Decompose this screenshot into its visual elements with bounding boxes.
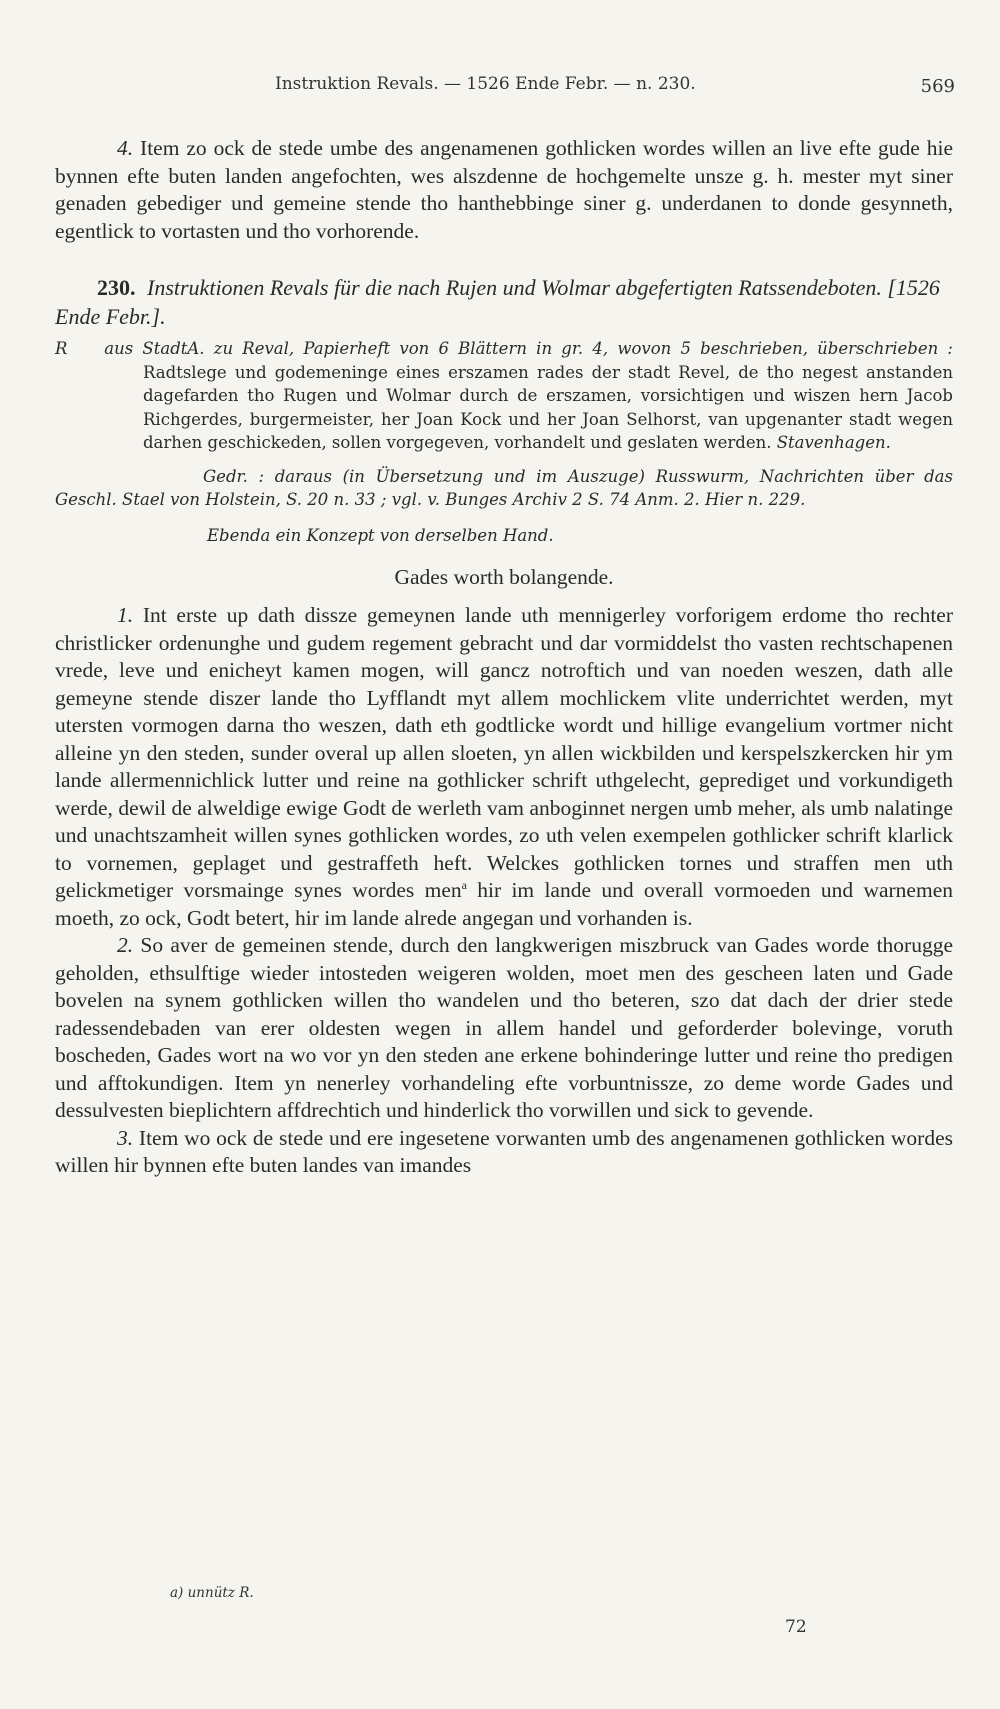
source-location: aus StadtA. zu Reval, Papierheft von 6 Blättern in gr. 4, wovon 5 beschrieben, überschrieben : (104, 339, 953, 358)
paragraph-number: 2. (117, 933, 134, 957)
running-head (55, 74, 955, 104)
paragraph-text: Item zo ock de stede umbe des angenamenen gothlicken wordes willen an live efte gude hie bynnen efte buten landen angefochten, wes alszdenne de hochgemelte unsze g. h. mester myt siner genaden gebediger und gemeine stende tho hanthebbinge siner g. underdanen to donde gesynneth, egentlick to vortasten und tho vorhorende. (55, 136, 954, 243)
footnote: a) unnütz R. (170, 1585, 254, 1601)
paragraph-text-continued: hir im lande und overall vormoeden und warnemen moeth, zo ock, Godt betert, hir im lande alrede angegan und vorhanden is. (55, 878, 953, 930)
document-number: 230. (97, 275, 136, 300)
paragraph-3 (55, 1125, 953, 1180)
paragraph-2 (55, 932, 953, 1125)
paragraph-number: 3. (117, 1125, 134, 1150)
paragraph-1 (55, 602, 953, 932)
paragraph-number: 4. (117, 136, 134, 160)
print-note: Gedr. : daraus (in Übersetzung und im Auszuge) Russwurm, Nachrichten über das Geschl. Stael von Holstein, S. 20 n. 33 ; vgl. v. Bunges Archiv 2 S. 74 Anm. 2. Hier n. 229. (55, 466, 953, 509)
draft-note: Ebenda ein Konzept von derselben Hand. (207, 525, 554, 545)
source-end: Stavenhagen. (776, 433, 891, 452)
footnote-marker: a (461, 877, 467, 892)
paragraph-text: Int erste up dath dissze gemeynen lande uth mennigerley vorforigem erdome tho rechter christlicker ordenunghe und gudem regement gebracht und dar vormiddelst tho vasten rechtschapenen vrede, leve und enicheyt kamen mogen, will gancz notroftich und van noeden weszen, dath alle gemeyne stende diszer lande tho Lyfflandt myt allem mochlickem vlite underrichtet werden, myt utersten vormogen darna tho weszen, dath eth godtlicke wordt und hillige evangelium vortmer nicht alleine yn den steden, sunder overal up allen sloeten, yn allen wickbilden und kerspelszkercken hir ym lande allermennichlick lutter und reine na gothlicker schrift uthgelecht, geprediget und vorkundigeth werde, dewil de alweldige ewige Godt de werleth vam anboginnet nergen umb meher, als umb nalatinge und unachtszamheit willen synes gothlicken wordes, zo uth velen exempelen gothlicker schrift klarlick to vornemen, geplaget und gestraffeth heft. Welckes gothlicken tornes und straffen men uth gelickmetiger vorsmainge synes wordes men (55, 603, 954, 902)
source-description (55, 337, 953, 455)
paragraph-text: Item wo ock de stede und ere ingesetene vorwanten umb des angenamenen gothlicken wordes willen hir bynnen efte buten landes van imandes (55, 1125, 954, 1177)
section-heading: Gades worth bolangende. (394, 565, 614, 589)
paragraph-4 (55, 135, 953, 245)
document-title: Instruktionen Revals für die nach Rujen und Wolmar abgefertigten Ratssendeboten. [1526 Ende Febr.]. (55, 275, 940, 329)
page-number: 569 (920, 76, 955, 97)
signature-mark: 72 (785, 1617, 807, 1637)
paragraph-text: So aver de gemeinen stende, durch den langkwerigen miszbruck van Gades worde thorugge geholden, ethsulftige wieder intosteden weigeren wolden, moet men des gescheen laten und Gade bovelen na synem gothlicken willen tho wandelen und tho beteren, szo dat dach der drier stede radessendebaden van erer oldesten wegen in allem handel und geforderder bolevinge, voruth boscheden, Gades wort na wo vor yn den steden ane erkene bohinderinge lutter und reine tho predigen und afftokundigen. Item yn nenerley vorhandeling efte vorbuntnissze, zo deme worde Gades und dessulvesten bieplichtern affdrechtich und hinderlick tho vorwillen und sick to gevende. (55, 933, 953, 1122)
source-heading-text: Radtslege und godemeninge eines erszamen rades der stadt Revel, de tho negest anstanden dagefarden tho Rugen und Wolmar durch de erszamen, vorsichtigen und wiszen hern Jacob Richgerdes, burgermeister, her Joan Kock und her Joan Selhorst, van upgenanter stadt wegen darhen geschickeden, sollen vorgegeven, vorhandelt und geslaten werden. (143, 362, 953, 452)
document-heading (55, 273, 953, 331)
source-tag: R (55, 339, 68, 358)
page-body (55, 135, 953, 1180)
running-title: Instruktion Revals. — 1526 Ende Febr. — n. 230. (275, 74, 696, 94)
paragraph-number: 1. (117, 603, 134, 627)
